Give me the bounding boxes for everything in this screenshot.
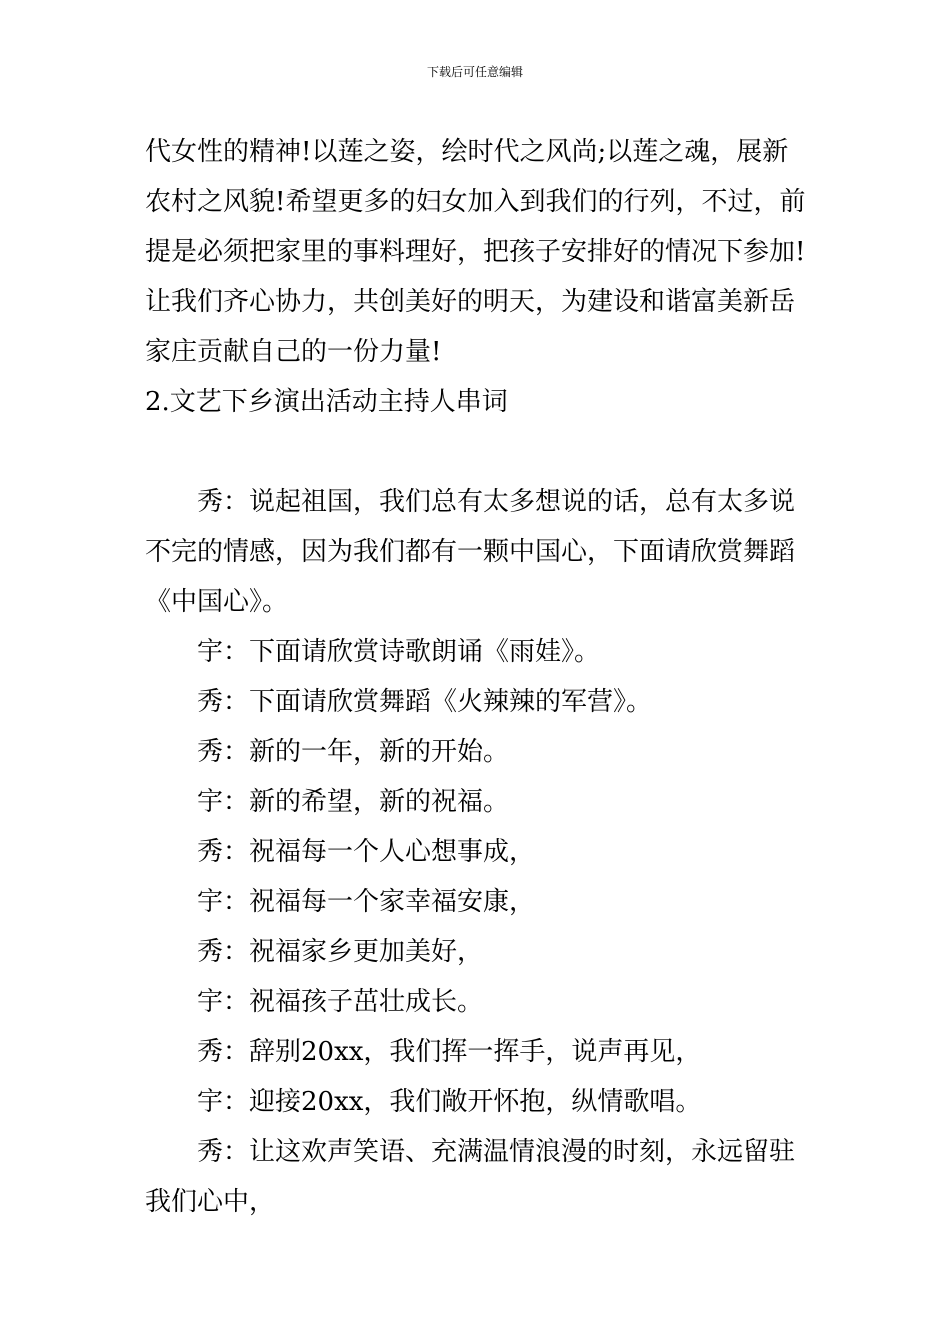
dialogue-line: 宇：祝福孩子茁壮成长。 — [197, 987, 484, 1017]
dialogue-line: 《中国心》。 — [145, 587, 289, 617]
blank-line — [145, 427, 810, 477]
dialogue-line: 秀：下面请欣赏舞蹈《火辣辣的军营》。 — [197, 687, 653, 717]
dialogue-line: 宇：新的希望，新的祝福。 — [197, 787, 510, 817]
dialogue-line: 宇：祝福每一个家幸福安康， — [197, 887, 536, 917]
section-title: 2.文艺下乡演出活动主持人串词 — [145, 387, 508, 417]
dialogue-line: 秀：新的一年，新的开始。 — [197, 737, 510, 767]
paragraph-line: 农村之风貌!希望更多的妇女加入到我们的行列，不过，前 — [145, 187, 806, 217]
paragraph-line: 提是必须把家里的事料理好，把孩子安排好的情况下参加! — [145, 237, 806, 267]
dialogue-line: 宇：迎接20xx，我们敞开怀抱，纵情歌唱。 — [197, 1087, 702, 1117]
dialogue-line: 不完的情感，因为我们都有一颗中国心，下面请欣赏舞蹈 — [145, 537, 796, 567]
paragraph-line: 让我们齐心协力，共创美好的明天，为建设和谐富美新岳 — [145, 287, 796, 317]
dialogue-line: 宇：下面请欣赏诗歌朗诵《雨娃》。 — [197, 637, 601, 667]
page-header: 下载后可任意编辑 — [426, 65, 523, 79]
dialogue-line: 秀：说起祖国，我们总有太多想说的话，总有太多说 — [197, 487, 796, 517]
dialogue-line: 秀：辞别20xx，我们挥一挥手，说声再见， — [197, 1037, 702, 1067]
dialogue-line: 秀：让这欢声笑语、充满温情浪漫的时刻，永远留驻 — [197, 1137, 796, 1167]
document-body — [145, 127, 810, 1227]
dialogue-line: 秀：祝福家乡更加美好， — [197, 937, 484, 967]
dialogue-line: 我们心中， — [145, 1187, 276, 1217]
paragraph-line: 家庄贡献自己的一份力量! — [145, 337, 442, 367]
paragraph-line: 代女性的精神!以莲之姿，绘时代之风尚;以莲之魂，展新 — [145, 137, 789, 167]
dialogue-line: 秀：祝福每一个人心想事成， — [197, 837, 536, 867]
